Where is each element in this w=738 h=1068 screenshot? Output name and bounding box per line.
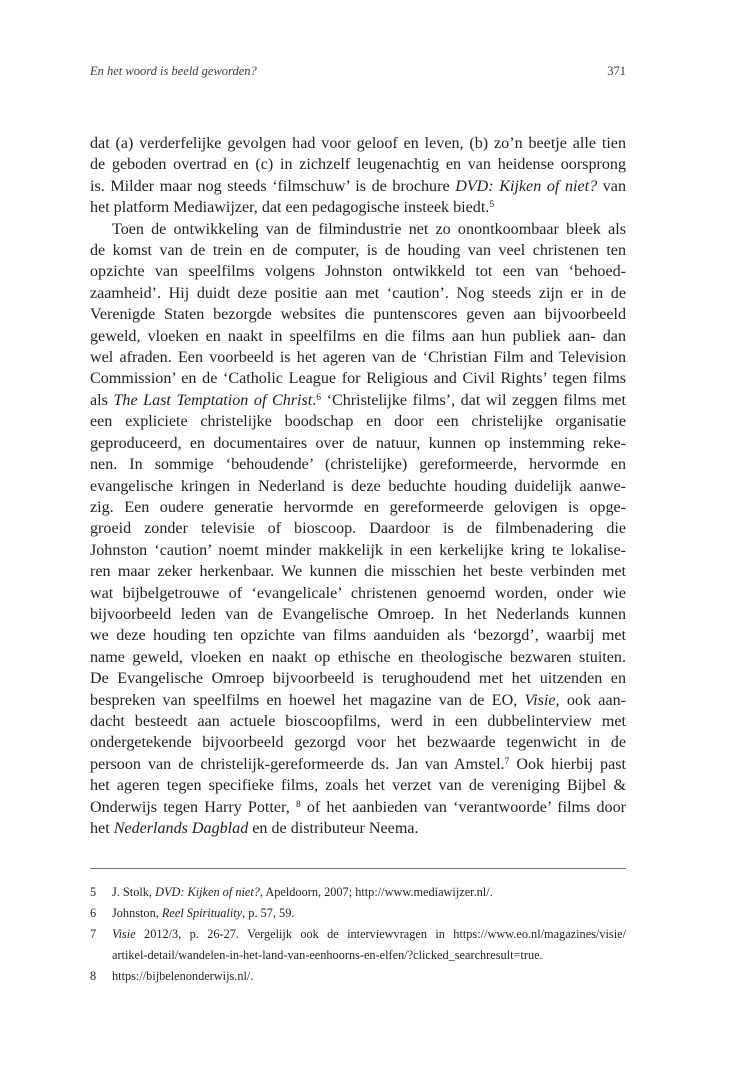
italic-text: DVD: Kijken of niet?	[455, 177, 598, 195]
text-run: of het aanbieden van ‘verantwoorde’ films door	[300, 798, 626, 816]
footnote-line	[112, 903, 626, 924]
text-run: het ageren tegen specifieke films, zoals het verzet van de vereniging Bijbel &	[90, 777, 626, 795]
footnote	[90, 966, 626, 987]
text-run: ren maar zeker herkenbaar. We kunnen die misschien het beste verbinden met	[90, 563, 626, 581]
text-line	[90, 540, 626, 561]
text-line	[90, 154, 626, 175]
text-run: zig. Een oudere generatie hervormde en gereformeerde gelovigen is opge-	[90, 498, 626, 516]
text-line	[90, 732, 626, 753]
text-line	[90, 347, 626, 368]
text-run: het platform Mediawijzer, dat een pedagogische insteek biedt.	[90, 199, 490, 217]
text-run: geproduceerd, en documentaires over de natuur, kunnen op instemming reke-	[90, 434, 626, 452]
footnote-text	[112, 882, 626, 903]
footnote	[90, 903, 626, 924]
text-run: https://bijbelenonderwijs.nl/.	[112, 969, 254, 983]
text-run: Johnston ‘caution’ noemt minder makkelijk in een kerkelijke kring te lokalise-	[90, 541, 626, 559]
text-run: De Evangelische Omroep bijvoorbeeld is terughoudend met het uitzenden en	[90, 670, 626, 688]
text-line	[90, 133, 626, 154]
text-run: geweld, vloeken en naakt in speelfilms en die films aan hun publiek aan- dan	[90, 327, 626, 345]
text-run: Ook hierbij past	[509, 755, 626, 773]
text-line	[90, 176, 626, 197]
footnote-line	[112, 966, 626, 987]
text-run: zaamheid’. Hij duidt deze positie aan met ‘caution’. Nog steeds zijn er in de	[90, 284, 626, 302]
text-line	[90, 625, 626, 646]
text-run: .	[312, 391, 317, 409]
footnote-text	[112, 924, 626, 966]
body-text	[90, 133, 626, 839]
text-run: Toen de ontwikkeling van de filmindustrie net zo onontkoombaar bleek als	[112, 220, 626, 238]
text-run: wel afraden. Een voorbeeld is het ageren van de ‘Christian Film and Television	[90, 349, 626, 367]
text-run: ondergetekende bijvoorbeeld gezorgd voor het bezwaarde tegenwicht in de	[90, 734, 626, 752]
text-run: een expliciete christelijke boodschap en door een christelijke organisatie	[90, 413, 626, 431]
footnote-line	[112, 924, 626, 945]
footnote-text	[112, 903, 626, 924]
text-run: ook aan-	[559, 691, 626, 709]
text-run: J. Stolk,	[112, 885, 156, 899]
text-line	[90, 711, 626, 732]
italic-text: DVD: Kijken of niet?	[155, 885, 260, 899]
text-line	[90, 454, 626, 475]
text-line	[90, 518, 626, 539]
italic-text: Nederlands Dagblad	[113, 820, 249, 837]
text-run: persoon van de christelijk-gereformeerde ds. Jan van Amstel.	[90, 755, 505, 773]
text-run: Johnston,	[112, 906, 162, 920]
text-line	[90, 240, 626, 261]
text-run: wat bijbelgetrouwe of ‘evangelicale’ christenen genoemd worden, onder wie	[90, 584, 626, 602]
text-run: 2012/3, p. 26-27. Vergelijk ook de interviewvragen in https://www.eo.nl/magazines/visie/	[135, 927, 626, 941]
text-run: als	[90, 391, 114, 409]
text-line	[90, 647, 626, 668]
text-run: dacht besteedt aan actuele bioscoopfilms, werd in een dubbelinterview met	[90, 712, 626, 730]
footnote-ref: 5	[489, 200, 495, 211]
footnote-ref: 7	[504, 756, 510, 767]
footnote	[90, 924, 626, 966]
footnote-number: 7	[90, 927, 97, 941]
text-run: we deze houding ten opzichte van films aanduiden als ‘bezorgd’, waarbij met	[90, 627, 626, 645]
text-run: dat (a) verderfelijke gevolgen had voor geloof en leven, (b) zo’n beetje alle tien	[90, 135, 626, 152]
text-line	[90, 797, 626, 818]
text-run: Onderwijs tegen Harry Potter,	[90, 798, 296, 816]
text-line	[90, 283, 626, 304]
footnote-number: 6	[90, 906, 97, 920]
footnote-number: 8	[90, 969, 97, 983]
italic-text: Visie	[112, 927, 136, 941]
text-run: Commission’ en de ‘Catholic League for Religious and Civil Rights’ tegen films	[90, 370, 626, 388]
text-run: het	[90, 820, 114, 837]
text-run: Verenigde Staten bezorgde websites die puntenscores geven aan bijvoorbeeld	[90, 306, 626, 324]
footnote-text	[112, 966, 626, 987]
page-number: 371	[607, 64, 626, 78]
text-run: bespreken van speelfilms en hoewel het magazine van de EO,	[90, 691, 525, 709]
text-line	[90, 197, 626, 218]
italic-text: Visie,	[524, 691, 560, 709]
text-line	[90, 754, 626, 775]
italic-text: The Last Temptation of Christ	[113, 391, 313, 409]
text-line	[90, 304, 626, 325]
text-run: van	[597, 177, 626, 195]
running-header-title: En het woord is beeld geworden?	[90, 64, 257, 78]
footnote-divider	[90, 868, 626, 869]
text-run: ‘Christelijke films’, dat wil zeggen films met	[321, 391, 626, 409]
text-line	[90, 775, 626, 796]
footnote-line	[112, 945, 626, 966]
text-run: name geweld, vloeken en naakt op ethische en theologische bezwaren stuiten.	[90, 648, 626, 666]
text-line	[90, 219, 626, 240]
text-line	[90, 390, 626, 411]
text-line	[90, 476, 626, 497]
text-line	[90, 818, 626, 839]
italic-text: Reel Spirituality	[161, 906, 243, 920]
text-line	[90, 668, 626, 689]
text-line	[90, 497, 626, 518]
text-run: en de distributeur Neema.	[248, 820, 419, 837]
text-line	[90, 411, 626, 432]
text-run: , Apeldoorn, 2007; http://www.mediawijzer.nl/.	[259, 885, 493, 899]
text-run: nen. In sommige ‘behoudende’ (christelijke) gereformeerde, hervormde en	[90, 456, 626, 474]
text-line	[90, 326, 626, 347]
text-line	[90, 690, 626, 711]
text-run: de geboden overtrad en (c) in zichzelf leugenachtig en van heidense oorsprong	[90, 156, 626, 174]
text-run: de komst van de trein en de computer, is de houding van veel christenen ten	[90, 242, 626, 260]
text-run: is. Milder maar nog steeds ‘filmschuw’ is de brochure	[90, 177, 456, 195]
text-line	[90, 583, 626, 604]
footnote-number: 5	[90, 885, 97, 899]
text-line	[90, 604, 626, 625]
footnote	[90, 882, 626, 903]
text-line	[90, 261, 626, 282]
text-line	[90, 368, 626, 389]
footnote-ref: 8	[295, 799, 301, 810]
text-run: bijvoorbeeld leden van de Evangelische Omroep. In het Nederlands kunnen	[90, 605, 626, 623]
text-run: artikel-detail/wandelen-in-het-land-van-eenhoorns-en-elfen/?clicked_searchresult=true.	[112, 948, 543, 962]
text-run: evangelische kringen in Nederland is deze beduchte houding duidelijk aanwe-	[90, 477, 626, 495]
footnote-ref: 6	[316, 392, 322, 403]
text-run: opzichte van speelfilms volgens Johnston ontwikkeld tot een van ‘behoed-	[90, 263, 626, 281]
footnote-line	[112, 882, 626, 903]
text-run: , p. 57, 59.	[242, 906, 295, 920]
footnotes	[90, 882, 626, 987]
text-line	[90, 433, 626, 454]
text-run: groeid zonder televisie of bioscoop. Daardoor is de filmbenadering die	[90, 520, 626, 538]
text-line	[90, 561, 626, 582]
